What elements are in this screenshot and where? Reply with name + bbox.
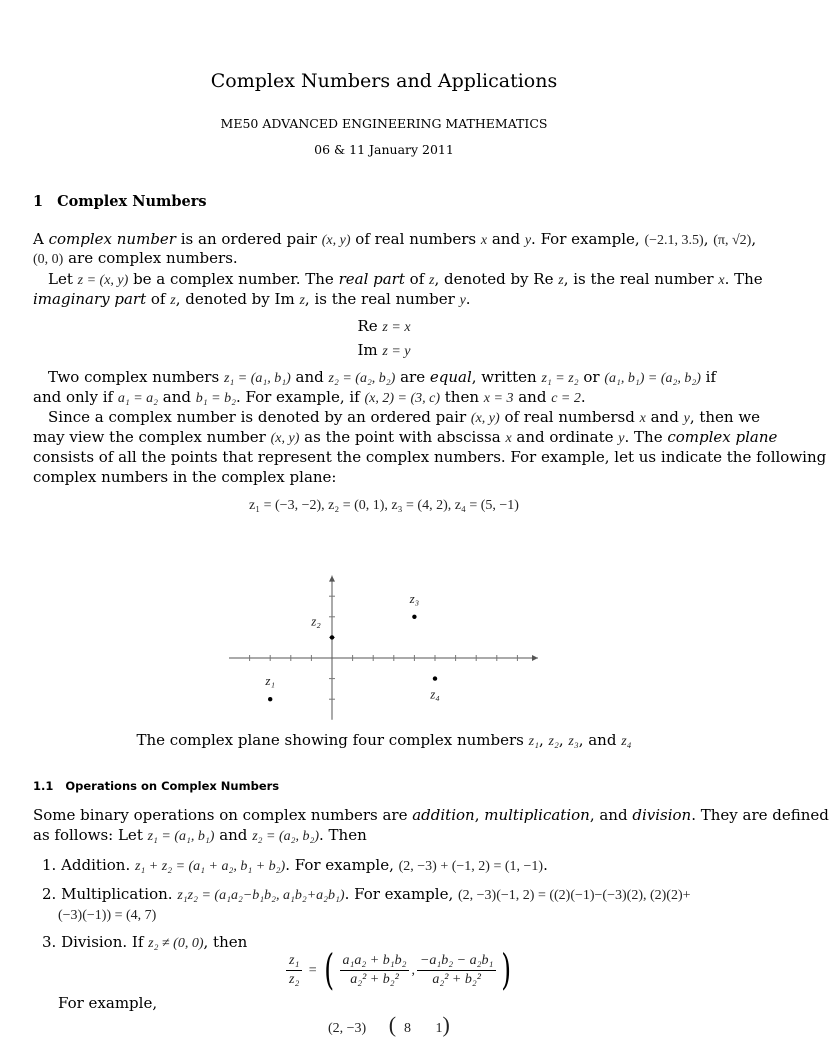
point-z1	[268, 697, 272, 701]
paragraph-plane-line2: may view the complex number (x, y) as the point with abscissa x and ordinate y. The complex plane	[33, 428, 778, 446]
list-item-multiplication-line2: (−3)(−1)) = (4, 7)	[58, 908, 157, 923]
paragraph-parts-line2: imaginary part of z, denoted by Im z, is the real number y.	[33, 290, 471, 308]
paragraph-parts-line1: Let z = (x, y) be a complex number. The real part of z, denoted by Re z, is the real number x. The	[48, 270, 763, 288]
label-z4: z₄	[430, 686, 440, 702]
figure-points	[264, 591, 440, 702]
figure-caption: The complex plane showing four complex numbers z₁, z₂, z₃, and z₄	[136, 731, 632, 749]
equation-points: z₁ = (−3, −2), z₂ = (0, 1), z₃ = (4, 2), z₄ = (5, −1)	[249, 498, 519, 513]
paragraph-plane-line4: complex numbers in the complex plane:	[33, 468, 337, 486]
for-example-text: For example,	[58, 994, 158, 1012]
figure-axes	[229, 576, 538, 720]
paragraph-equality-line1: Two complex numbers z₁ = (a₁, b₁) and z₂ = (a₂, b₂) are equal, written z₁ = z₂ or (a₁, b₁) = (a₂, b₂) if	[48, 368, 717, 386]
equation-partial: (2, −3) ( 8 1)	[328, 1012, 450, 1037]
section-heading-1: 1 Complex Numbers	[33, 193, 207, 210]
equation-imaginary-part: Im z = y	[357, 341, 411, 359]
paragraph-operations-line2: as follows: Let z₁ = (a₁, b₁) and z₂ = (a₂, b₂). Then	[33, 826, 367, 844]
document-title: Complex Numbers and Applications	[210, 70, 558, 92]
paragraph-definition-line2: (0, 0) are complex numbers.	[33, 249, 238, 267]
paragraph-operations-line1: Some binary operations on complex numbers are addition, multiplication, and division. They are defined	[33, 806, 829, 824]
course-name: ME50 ADVANCED ENGINEERING MATHEMATICS	[220, 116, 548, 131]
paragraph-definition-line1: A complex number is an ordered pair (x, y) of real numbers x and y. For example, (−2.1, 3.5), (π, √2),	[33, 230, 757, 248]
paragraph-plane-line3: consists of all the points that represent the complex numbers. For example, let us indicate the following	[33, 448, 827, 466]
label-z2: z₂	[311, 613, 321, 629]
section-heading-1-1: 1.1 Operations on Complex Numbers	[33, 779, 280, 793]
paragraph-equality-line2: and only if a₁ = a₂ and b₁ = b₂. For example, if (x, 2) = (3, c) then x = 3 and c = 2.	[33, 388, 586, 406]
real-axis-arrow	[532, 655, 538, 661]
imaginary-axis-arrow	[329, 576, 335, 582]
equation-division: $\frac{\text{z₁}}{\text{z₂}}$ = ( $\frac{\text{a₁a₂ + b₁b₂}}{\text{a₂² + b₂²}}$ , $\frac{\text{−a₁b₂ − a₂b₁}}{\text{a₂² + b₂²}}$ )	[284, 950, 515, 990]
point-z2	[330, 635, 334, 639]
complex-plane-figure	[0, 560, 768, 730]
label-z1: z₁	[265, 673, 275, 689]
label-z3: z₃	[409, 590, 420, 606]
point-z3	[412, 615, 416, 619]
equation-real-part: Re z = x	[357, 317, 411, 335]
list-item-multiplication: 2. Multiplication. z₁z₂ = (a₁a₂−b₁b₂, a₁b₂+a₂b₁). For example, (2, −3)(−1, 2) = ((2)(−1)−(−3)(2), (2)(2)+	[42, 885, 691, 903]
point-z4	[433, 676, 437, 680]
document-date: 06 & 11 January 2011	[314, 142, 454, 157]
list-item-division: 3. Division. If z₂ ≠ (0, 0), then	[42, 933, 248, 951]
paragraph-plane-line1: Since a complex number is denoted by an ordered pair (x, y) of real numbersd x and y, then we	[48, 408, 761, 426]
list-item-addition: 1. Addition. z₁ + z₂ = (a₁ + a₂, b₁ + b₂). For example, (2, −3) + (−1, 2) = (1, −1).	[42, 856, 548, 874]
